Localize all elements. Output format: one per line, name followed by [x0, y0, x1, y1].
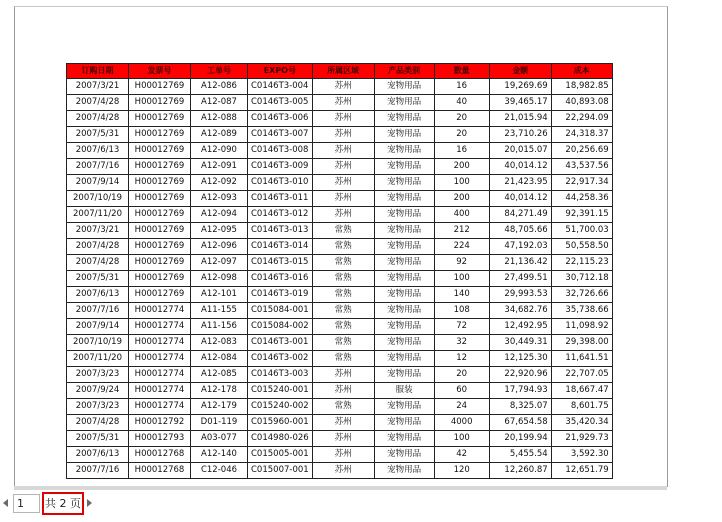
- table-cell: 常熟: [312, 351, 374, 367]
- table-cell: A12-086: [191, 79, 248, 95]
- page-navigator: [0, 490, 722, 520]
- table-body: [67, 79, 613, 479]
- table-cell: H00012774: [129, 319, 191, 335]
- table-cell: C015240-001: [248, 383, 313, 399]
- table-cell: 2007/9/14: [67, 175, 129, 191]
- table-cell: A11-156: [191, 319, 248, 335]
- next-page-icon[interactable]: [87, 499, 92, 507]
- table-cell: H00012774: [129, 303, 191, 319]
- table-cell: C015084-001: [248, 303, 313, 319]
- table-cell: C12-046: [191, 463, 248, 479]
- table-cell: 宠物用品: [374, 175, 434, 191]
- table-cell: 宠物用品: [374, 271, 434, 287]
- table-cell: 常熟: [312, 303, 374, 319]
- table-cell: 21,423.95: [489, 175, 551, 191]
- table-cell: A12-089: [191, 127, 248, 143]
- column-header: 发票号: [129, 64, 191, 79]
- table-cell: A12-179: [191, 399, 248, 415]
- table-cell: 8,601.75: [551, 399, 612, 415]
- table-cell: 22,920.96: [489, 367, 551, 383]
- table-cell: 2007/11/20: [67, 207, 129, 223]
- table-cell: 40: [434, 95, 489, 111]
- column-header: 数量: [434, 64, 489, 79]
- table-cell: C0146T3-007: [248, 127, 313, 143]
- table-cell: C0146T3-004: [248, 79, 313, 95]
- table-cell: 20,199.94: [489, 431, 551, 447]
- table-cell: 2007/4/28: [67, 95, 129, 111]
- table-cell: 宠物用品: [374, 367, 434, 383]
- table-cell: 2007/7/16: [67, 463, 129, 479]
- table-cell: H00012769: [129, 127, 191, 143]
- table-cell: 常熟: [312, 287, 374, 303]
- table-cell: A12-085: [191, 367, 248, 383]
- table-row: [67, 111, 613, 127]
- table-cell: 21,929.73: [551, 431, 612, 447]
- table-cell: 2007/5/31: [67, 127, 129, 143]
- table-cell: 宠物用品: [374, 223, 434, 239]
- table-cell: 2007/4/28: [67, 415, 129, 431]
- table-cell: 常熟: [312, 271, 374, 287]
- table-cell: C014980-026: [248, 431, 313, 447]
- table-cell: 12,492.95: [489, 319, 551, 335]
- table-cell: 32,726.66: [551, 287, 612, 303]
- table-cell: H00012774: [129, 383, 191, 399]
- table-cell: 200: [434, 191, 489, 207]
- table-cell: 苏州: [312, 143, 374, 159]
- table-cell: 12,260.87: [489, 463, 551, 479]
- table-cell: A12-097: [191, 255, 248, 271]
- table-cell: 67,654.58: [489, 415, 551, 431]
- table-cell: 100: [434, 175, 489, 191]
- table-cell: 43,537.56: [551, 159, 612, 175]
- table-row: [67, 239, 613, 255]
- table-cell: 20,256.69: [551, 143, 612, 159]
- table-cell: 20: [434, 367, 489, 383]
- table-cell: 2007/9/14: [67, 319, 129, 335]
- table-cell: H00012768: [129, 463, 191, 479]
- table-cell: 39,465.17: [489, 95, 551, 111]
- table-cell: 2007/7/16: [67, 159, 129, 175]
- table-cell: 22,294.09: [551, 111, 612, 127]
- table-cell: 2007/3/21: [67, 223, 129, 239]
- table-cell: C0146T3-001: [248, 335, 313, 351]
- table-cell: H00012769: [129, 223, 191, 239]
- table-cell: 60: [434, 383, 489, 399]
- table-cell: 50,558.50: [551, 239, 612, 255]
- table-cell: 23,710.26: [489, 127, 551, 143]
- table-cell: A12-101: [191, 287, 248, 303]
- table-cell: H00012769: [129, 111, 191, 127]
- table-cell: 140: [434, 287, 489, 303]
- table-cell: 16: [434, 79, 489, 95]
- table-cell: 2007/9/24: [67, 383, 129, 399]
- table-cell: 200: [434, 159, 489, 175]
- data-table: [66, 63, 613, 479]
- table-cell: 宠物用品: [374, 319, 434, 335]
- table-cell: 苏州: [312, 383, 374, 399]
- table-cell: A12-087: [191, 95, 248, 111]
- table-cell: 32: [434, 335, 489, 351]
- table-cell: 5,455.54: [489, 447, 551, 463]
- table-cell: 2007/10/19: [67, 335, 129, 351]
- table-row: [67, 255, 613, 271]
- table-cell: A12-096: [191, 239, 248, 255]
- table-cell: 苏州: [312, 367, 374, 383]
- table-cell: H00012793: [129, 431, 191, 447]
- table-cell: 服装: [374, 383, 434, 399]
- table-cell: A12-095: [191, 223, 248, 239]
- table-cell: 35,420.34: [551, 415, 612, 431]
- table-cell: 苏州: [312, 431, 374, 447]
- table-cell: A12-090: [191, 143, 248, 159]
- table-cell: 22,917.34: [551, 175, 612, 191]
- table-row: [67, 175, 613, 191]
- table-cell: H00012792: [129, 415, 191, 431]
- table-cell: C015240-002: [248, 399, 313, 415]
- table-cell: H00012769: [129, 191, 191, 207]
- table-cell: A12-092: [191, 175, 248, 191]
- table-row: [67, 79, 613, 95]
- table-cell: 苏州: [312, 159, 374, 175]
- table-row: [67, 271, 613, 287]
- table-cell: 宠物用品: [374, 431, 434, 447]
- table-cell: 苏州: [312, 447, 374, 463]
- column-header: 订购日期: [67, 64, 129, 79]
- table-cell: C0146T3-002: [248, 351, 313, 367]
- table-cell: C0146T3-013: [248, 223, 313, 239]
- table-cell: A12-093: [191, 191, 248, 207]
- table-cell: 3,592.30: [551, 447, 612, 463]
- table-cell: 400: [434, 207, 489, 223]
- table-cell: 100: [434, 431, 489, 447]
- table-cell: H00012774: [129, 351, 191, 367]
- column-header: 工单号: [191, 64, 248, 79]
- table-cell: 20,015.07: [489, 143, 551, 159]
- column-header: 产品类别: [374, 64, 434, 79]
- table-cell: 宠物用品: [374, 287, 434, 303]
- table-cell: 21,136.42: [489, 255, 551, 271]
- table-cell: H00012769: [129, 255, 191, 271]
- table-cell: 92,391.15: [551, 207, 612, 223]
- table-cell: 12: [434, 351, 489, 367]
- column-header: 成本: [551, 64, 612, 79]
- table-cell: C015007-001: [248, 463, 313, 479]
- table-row: [67, 287, 613, 303]
- table-row: [67, 447, 613, 463]
- table-cell: 29,993.53: [489, 287, 551, 303]
- table-cell: H00012774: [129, 335, 191, 351]
- table-cell: 42: [434, 447, 489, 463]
- table-cell: 27,499.51: [489, 271, 551, 287]
- table-cell: 11,641.51: [551, 351, 612, 367]
- table-cell: 24,318.37: [551, 127, 612, 143]
- table-cell: H00012769: [129, 95, 191, 111]
- table-cell: 12,125.30: [489, 351, 551, 367]
- table-cell: 2007/4/28: [67, 111, 129, 127]
- table-cell: 宠物用品: [374, 303, 434, 319]
- table-row: [67, 303, 613, 319]
- table-row: [67, 415, 613, 431]
- table-cell: 29,398.00: [551, 335, 612, 351]
- table-cell: 20: [434, 111, 489, 127]
- total-pages-label: 共 2 页: [42, 492, 84, 515]
- column-header: EXPO号: [248, 64, 313, 79]
- table-cell: 40,893.08: [551, 95, 612, 111]
- table-cell: A12-178: [191, 383, 248, 399]
- table-cell: 2007/3/21: [67, 79, 129, 95]
- table-row: [67, 335, 613, 351]
- table-cell: 22,707.05: [551, 367, 612, 383]
- table-cell: A03-077: [191, 431, 248, 447]
- table-cell: C0146T3-008: [248, 143, 313, 159]
- table-cell: C0146T3-016: [248, 271, 313, 287]
- table-cell: A12-088: [191, 111, 248, 127]
- table-cell: 12,651.79: [551, 463, 612, 479]
- header-row: [67, 64, 613, 79]
- table-cell: H00012769: [129, 143, 191, 159]
- table-cell: 2007/5/31: [67, 431, 129, 447]
- table-cell: 常熟: [312, 223, 374, 239]
- table-cell: 108: [434, 303, 489, 319]
- table-row: [67, 383, 613, 399]
- table-cell: 苏州: [312, 191, 374, 207]
- table-cell: 2007/6/13: [67, 287, 129, 303]
- table-cell: 宠物用品: [374, 447, 434, 463]
- table-cell: 2007/10/19: [67, 191, 129, 207]
- previous-page-icon[interactable]: [3, 499, 8, 507]
- table-cell: A12-084: [191, 351, 248, 367]
- table-cell: 2007/6/13: [67, 143, 129, 159]
- table-row: [67, 463, 613, 479]
- page-number-input[interactable]: 1: [13, 494, 40, 513]
- table-cell: 2007/6/13: [67, 447, 129, 463]
- table-cell: C0146T3-015: [248, 255, 313, 271]
- table-cell: 2007/3/23: [67, 399, 129, 415]
- table-cell: 苏州: [312, 95, 374, 111]
- table-cell: 宠物用品: [374, 415, 434, 431]
- table-row: [67, 143, 613, 159]
- table-cell: 24: [434, 399, 489, 415]
- table-cell: 30,712.18: [551, 271, 612, 287]
- table-cell: 2007/3/23: [67, 367, 129, 383]
- table-cell: 100: [434, 271, 489, 287]
- table-cell: 30,449.31: [489, 335, 551, 351]
- table-cell: 120: [434, 463, 489, 479]
- table-cell: 苏州: [312, 79, 374, 95]
- table-cell: 47,192.03: [489, 239, 551, 255]
- table-cell: C0146T3-009: [248, 159, 313, 175]
- table-cell: 2007/5/31: [67, 271, 129, 287]
- table-cell: A12-098: [191, 271, 248, 287]
- table-cell: 40,014.12: [489, 191, 551, 207]
- table-cell: 224: [434, 239, 489, 255]
- table-cell: A11-155: [191, 303, 248, 319]
- table-row: [67, 223, 613, 239]
- table-row: [67, 95, 613, 111]
- table-cell: C0146T3-014: [248, 239, 313, 255]
- table-cell: 常熟: [312, 335, 374, 351]
- table-row: [67, 191, 613, 207]
- table-cell: H00012769: [129, 175, 191, 191]
- table-cell: C0146T3-012: [248, 207, 313, 223]
- table-cell: 宠物用品: [374, 351, 434, 367]
- table-cell: 2007/4/28: [67, 239, 129, 255]
- table-cell: 宠物用品: [374, 159, 434, 175]
- table-cell: H00012769: [129, 287, 191, 303]
- table-cell: 18,982.85: [551, 79, 612, 95]
- table-cell: 宠物用品: [374, 255, 434, 271]
- table-cell: 4000: [434, 415, 489, 431]
- table-row: [67, 127, 613, 143]
- table-row: [67, 319, 613, 335]
- table-row: [67, 351, 613, 367]
- column-header: 金额: [489, 64, 551, 79]
- table-cell: 宠物用品: [374, 143, 434, 159]
- table-cell: C015960-001: [248, 415, 313, 431]
- table-cell: C015084-002: [248, 319, 313, 335]
- table-cell: H00012768: [129, 447, 191, 463]
- table-cell: 苏州: [312, 175, 374, 191]
- table-cell: 宠物用品: [374, 239, 434, 255]
- table-cell: 35,738.66: [551, 303, 612, 319]
- table-cell: A12-083: [191, 335, 248, 351]
- table-cell: 常熟: [312, 255, 374, 271]
- table-cell: 常熟: [312, 399, 374, 415]
- table-cell: C0146T3-006: [248, 111, 313, 127]
- table-cell: 84,271.49: [489, 207, 551, 223]
- column-header: 所属区域: [312, 64, 374, 79]
- table-cell: 34,682.76: [489, 303, 551, 319]
- table-cell: 宠物用品: [374, 111, 434, 127]
- table-cell: A12-091: [191, 159, 248, 175]
- table-cell: 宠物用品: [374, 191, 434, 207]
- table-cell: A12-094: [191, 207, 248, 223]
- table-cell: 苏州: [312, 415, 374, 431]
- table-cell: 22,115.23: [551, 255, 612, 271]
- table-cell: H00012774: [129, 367, 191, 383]
- table-cell: 宠物用品: [374, 79, 434, 95]
- table-cell: 宠物用品: [374, 399, 434, 415]
- table-cell: 40,014.12: [489, 159, 551, 175]
- table-cell: 宠物用品: [374, 127, 434, 143]
- table-cell: C0146T3-019: [248, 287, 313, 303]
- table-cell: C0146T3-003: [248, 367, 313, 383]
- table-cell: 宠物用品: [374, 335, 434, 351]
- table-cell: 21,015.94: [489, 111, 551, 127]
- table-row: [67, 399, 613, 415]
- table-cell: H00012769: [129, 159, 191, 175]
- table-cell: D01-119: [191, 415, 248, 431]
- table-row: [67, 367, 613, 383]
- table-cell: A12-140: [191, 447, 248, 463]
- table-cell: 常熟: [312, 319, 374, 335]
- table-row: [67, 431, 613, 447]
- table-cell: 20: [434, 127, 489, 143]
- table-cell: 2007/7/16: [67, 303, 129, 319]
- table-cell: 18,667.47: [551, 383, 612, 399]
- table-cell: 8,325.07: [489, 399, 551, 415]
- table-cell: H00012769: [129, 239, 191, 255]
- table-cell: C0146T3-005: [248, 95, 313, 111]
- table-cell: 92: [434, 255, 489, 271]
- table-cell: 苏州: [312, 127, 374, 143]
- table-cell: 51,700.03: [551, 223, 612, 239]
- table-cell: 17,794.93: [489, 383, 551, 399]
- table-cell: 2007/11/20: [67, 351, 129, 367]
- table-row: [67, 207, 613, 223]
- table-cell: C0146T3-010: [248, 175, 313, 191]
- table-cell: 72: [434, 319, 489, 335]
- table-cell: 48,705.66: [489, 223, 551, 239]
- table-cell: 宠物用品: [374, 207, 434, 223]
- table-cell: H00012769: [129, 79, 191, 95]
- table-cell: H00012774: [129, 399, 191, 415]
- table-cell: C015005-001: [248, 447, 313, 463]
- table-cell: 19,269.69: [489, 79, 551, 95]
- table-cell: H00012769: [129, 271, 191, 287]
- table-cell: 苏州: [312, 463, 374, 479]
- table-cell: 苏州: [312, 111, 374, 127]
- table-cell: 常熟: [312, 239, 374, 255]
- table-cell: 16: [434, 143, 489, 159]
- table-cell: 44,258.36: [551, 191, 612, 207]
- table-cell: 212: [434, 223, 489, 239]
- table-cell: 宠物用品: [374, 95, 434, 111]
- table-cell: 苏州: [312, 207, 374, 223]
- table-cell: 11,098.92: [551, 319, 612, 335]
- table-cell: 宠物用品: [374, 463, 434, 479]
- table-cell: H00012769: [129, 207, 191, 223]
- table-row: [67, 159, 613, 175]
- table-cell: C0146T3-011: [248, 191, 313, 207]
- table-cell: 2007/4/28: [67, 255, 129, 271]
